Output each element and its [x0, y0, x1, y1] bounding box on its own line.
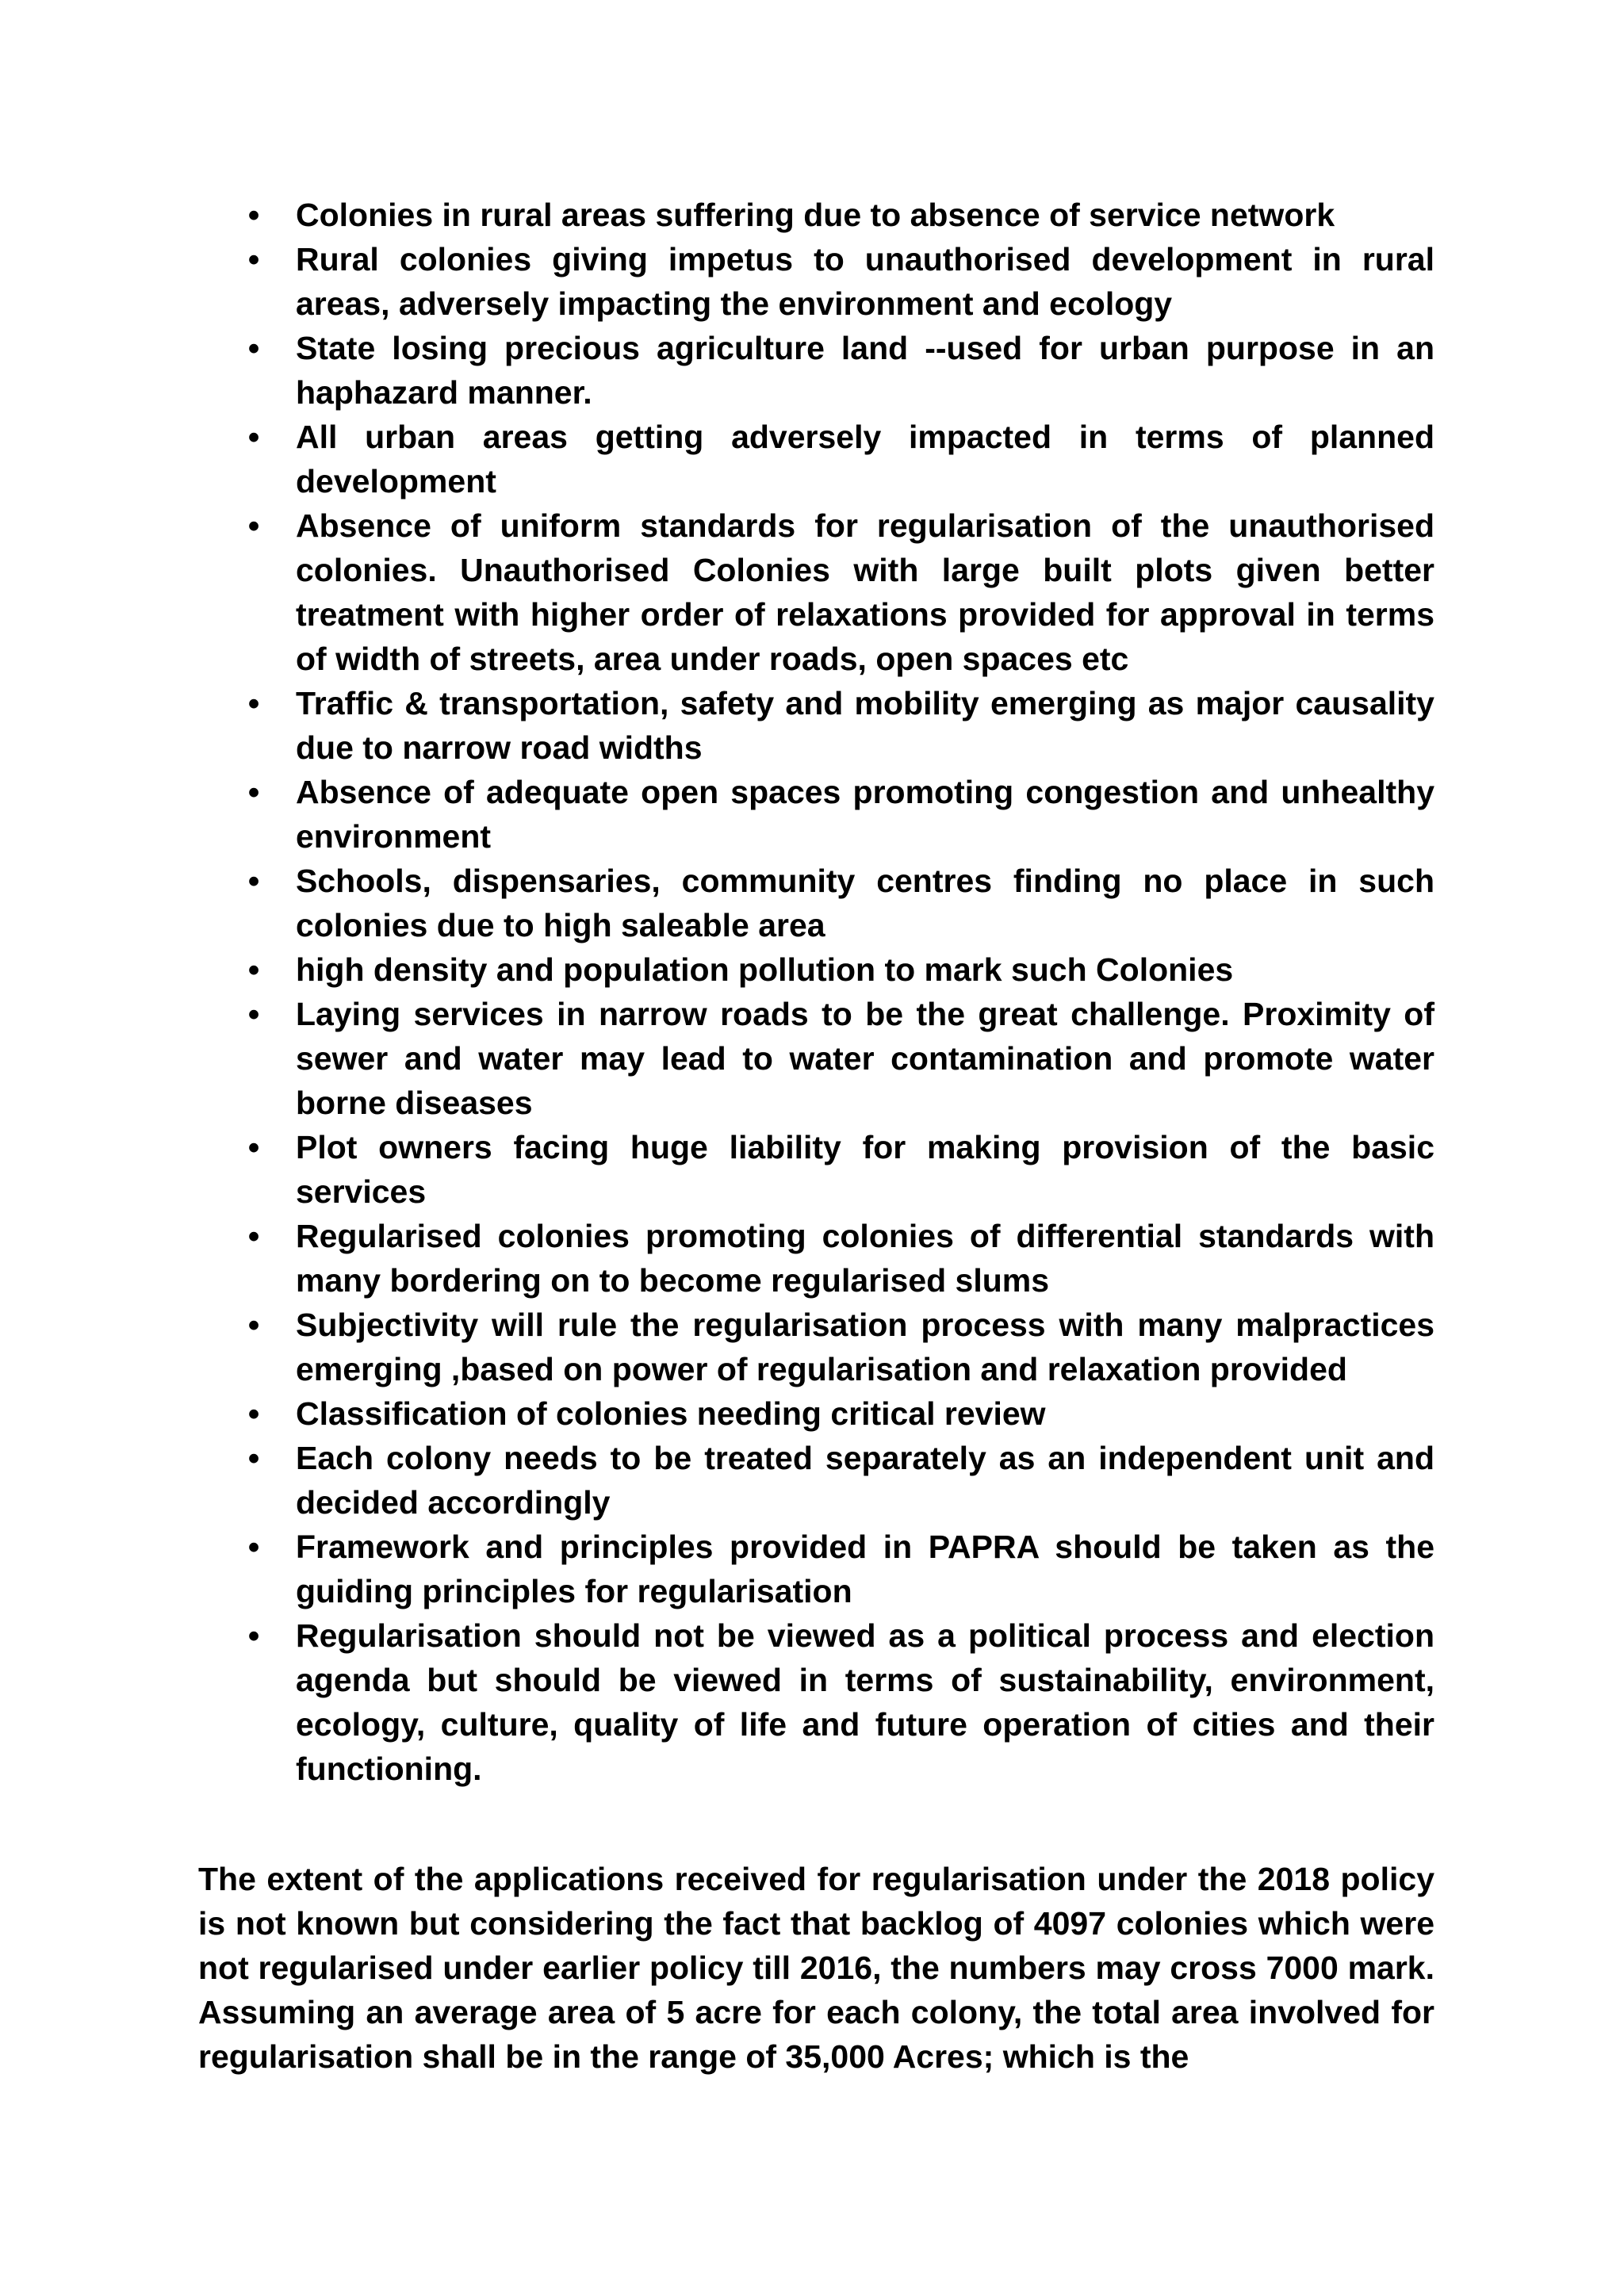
bullet-text: All urban areas getting adversely impacted in terms of planned development	[296, 419, 1434, 499]
bullet-item	[247, 770, 1434, 859]
bullet-item	[247, 415, 1434, 503]
bullet-text: Colonies in rural areas suffering due to absence of service network	[296, 197, 1335, 233]
bullet-icon: •	[247, 1617, 260, 1654]
bullet-item	[247, 992, 1434, 1125]
bullet-icon: •	[247, 241, 260, 277]
bullet-item	[247, 503, 1434, 681]
body-paragraph: The extent of the applications received for regularisation under the 2018 policy is not known but considering the fact that backlog of 4097 colonies which were not regularised under earlier policy till 2016, the numbers may cross 7000 mark. Assuming an average area of 5 acre for each colony, the total area involved for regularisation shall be in the range of 35,000 Acres; which is the	[198, 1861, 1434, 2075]
bullet-text: Plot owners facing huge liability for making provision of the basic services	[296, 1129, 1434, 1210]
bullet-item	[247, 947, 1434, 992]
bullet-item	[247, 1214, 1434, 1303]
bullet-text: Traffic & transportation, safety and mobility emerging as major causality due to narrow road widths	[296, 685, 1434, 766]
bullet-icon: •	[247, 774, 260, 810]
bullet-text: Absence of uniform standards for regularisation of the unauthorised colonies. Unauthorised Colonies with large built plots given better treatment with higher order of relaxations provided for approval in terms of width of streets, area under roads, open spaces etc	[296, 507, 1434, 677]
bullet-text: Each colony needs to be treated separately as an independent unit and decided accordingly	[296, 1440, 1434, 1521]
bullet-item	[247, 1525, 1434, 1613]
bullet-icon: •	[247, 863, 260, 899]
bullet-icon: •	[247, 951, 260, 988]
bullet-item	[247, 1303, 1434, 1391]
bullet-item	[247, 193, 1434, 237]
bullet-item	[247, 1436, 1434, 1525]
bullet-icon: •	[247, 996, 260, 1032]
bullet-text: Subjectivity will rule the regularisation process with many malpractices emerging ,based on power of regularisation and relaxation provided	[296, 1307, 1434, 1387]
bullet-icon: •	[247, 1218, 260, 1254]
bullet-text: Absence of adequate open spaces promoting congestion and unhealthy environment	[296, 774, 1434, 855]
bullet-icon: •	[247, 685, 260, 721]
bullet-icon: •	[247, 419, 260, 455]
bullet-icon: •	[247, 1529, 260, 1565]
bullet-icon: •	[247, 1395, 260, 1432]
bullet-item	[247, 1125, 1434, 1214]
bullet-text: high density and population pollution to mark such Colonies	[296, 951, 1234, 988]
bullet-icon: •	[247, 1129, 260, 1165]
issues-bullet-list	[247, 193, 1434, 1791]
bullet-icon: •	[247, 330, 260, 366]
bullet-icon: •	[247, 1307, 260, 1343]
bullet-item	[247, 1613, 1434, 1791]
bullet-text: Regularised colonies promoting colonies of differential standards with many bordering on to become regularised slums	[296, 1218, 1434, 1299]
bullet-text: Classification of colonies needing critical review	[296, 1395, 1046, 1432]
bullet-icon: •	[247, 507, 260, 544]
bullet-text: Schools, dispensaries, community centres finding no place in such colonies due to high saleable area	[296, 863, 1434, 943]
bullet-text: Framework and principles provided in PAPRA should be taken as the guiding principles for regularisation	[296, 1529, 1434, 1609]
bullet-text: State losing precious agriculture land --used for urban purpose in an haphazard manner.	[296, 330, 1434, 411]
bullet-item	[247, 326, 1434, 415]
bullet-item	[247, 1391, 1434, 1436]
bullet-icon: •	[247, 197, 260, 233]
bullet-item	[247, 681, 1434, 770]
bullet-text: Laying services in narrow roads to be the great challenge. Proximity of sewer and water may lead to water contamination and promote water borne diseases	[296, 996, 1434, 1121]
bullet-item	[247, 237, 1434, 326]
bullet-text: Rural colonies giving impetus to unauthorised development in rural areas, adversely impacting the environment and ecology	[296, 241, 1434, 322]
bullet-icon: •	[247, 1440, 260, 1476]
bullet-item	[247, 859, 1434, 947]
bullet-text: Regularisation should not be viewed as a political process and election agenda but should be viewed in terms of sustainability, environment, ecology, culture, quality of life and future operation of cities and their functioning.	[296, 1617, 1434, 1787]
